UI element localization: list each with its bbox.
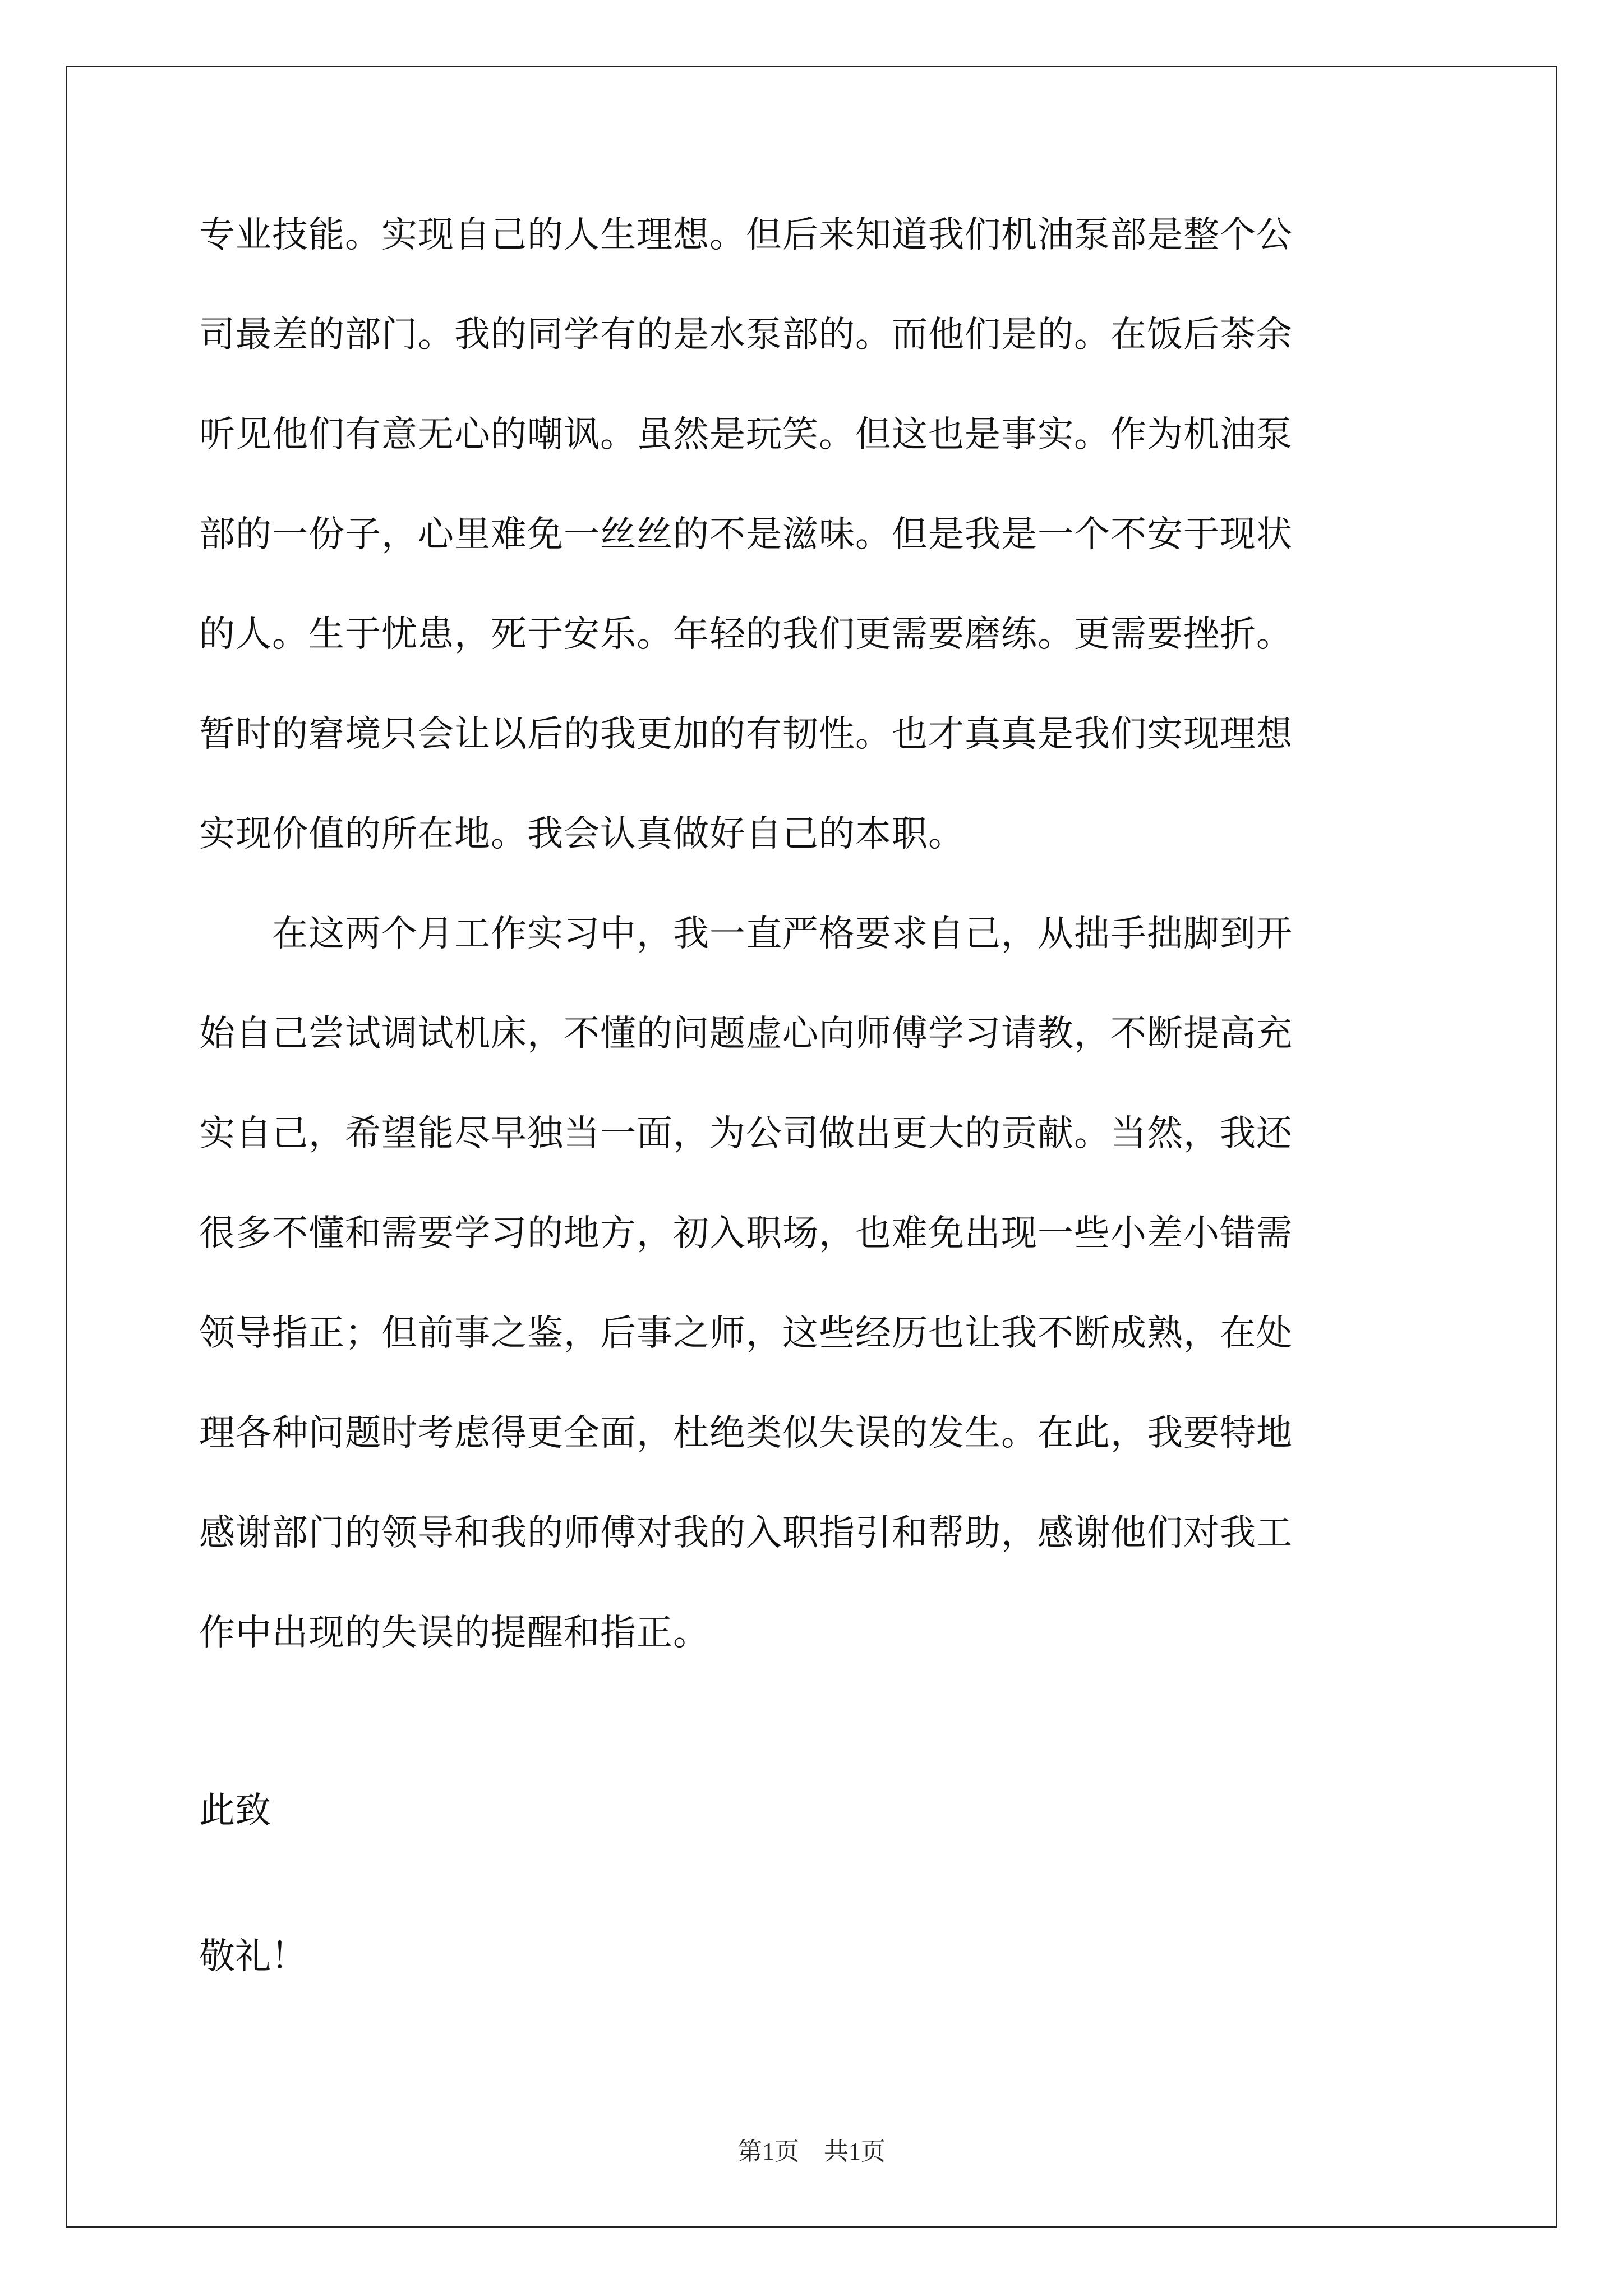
text-line: 作中出现的失误的提醒和指正。: [199, 1612, 709, 1654]
text-line: 暂时的窘境只会让以后的我更加的有韧性。也才真真是我们实现理想: [199, 714, 1293, 755]
text-line: 始自己尝试调试机床，不懂的问题虚心向师傅学习请教，不断提高充: [199, 1013, 1293, 1055]
text-line: 感谢部门的领导和我的师傅对我的入职指引和帮助，感谢他们对我工: [199, 1512, 1293, 1554]
text-line: 理各种问题时考虑得更全面，杜绝类似失误的发生。在此，我要特地: [199, 1412, 1293, 1454]
letter-body: [199, 208, 1433, 1706]
text-line: 部的一份子，心里难免一丝丝的不是滋味。但是我是一个不安于现状: [199, 514, 1293, 555]
text-line: 的人。生于忧患，死于安乐。年轻的我们更需要磨练。更需要挫折。: [199, 614, 1293, 655]
closing-salutation: 此致: [199, 1790, 271, 1832]
text-line: 专业技能。实现自己的人生理想。但后来知道我们机油泵部是整个公: [199, 214, 1293, 256]
text-line: 听见他们有意无心的嘲讽。虽然是玩笑。但这也是事实。作为机油泵: [199, 414, 1293, 455]
closing-regards: 敬礼！: [199, 1936, 307, 1977]
text-line: 司最差的部门。我的同学有的是水泵部的。而他们是的。在饭后茶余: [199, 314, 1293, 356]
page-number: 第1页 共1页: [737, 2138, 886, 2165]
text-line: 很多不懂和需要学习的地方，初入职场，也难免出现一些小差小错需: [199, 1213, 1293, 1254]
text-line: 领导指正；但前事之鉴，后事之师，这些经历也让我不断成熟，在处: [199, 1313, 1293, 1354]
text-line: 实自己，希望能尽早独当一面，为公司做出更大的贡献。当然，我还: [199, 1113, 1293, 1154]
text-line: 实现价值的所在地。我会认真做好自己的本职。: [199, 813, 965, 855]
text-line: 在这两个月工作实习中，我一直严格要求自己，从拙手拙脚到开: [199, 913, 1293, 955]
